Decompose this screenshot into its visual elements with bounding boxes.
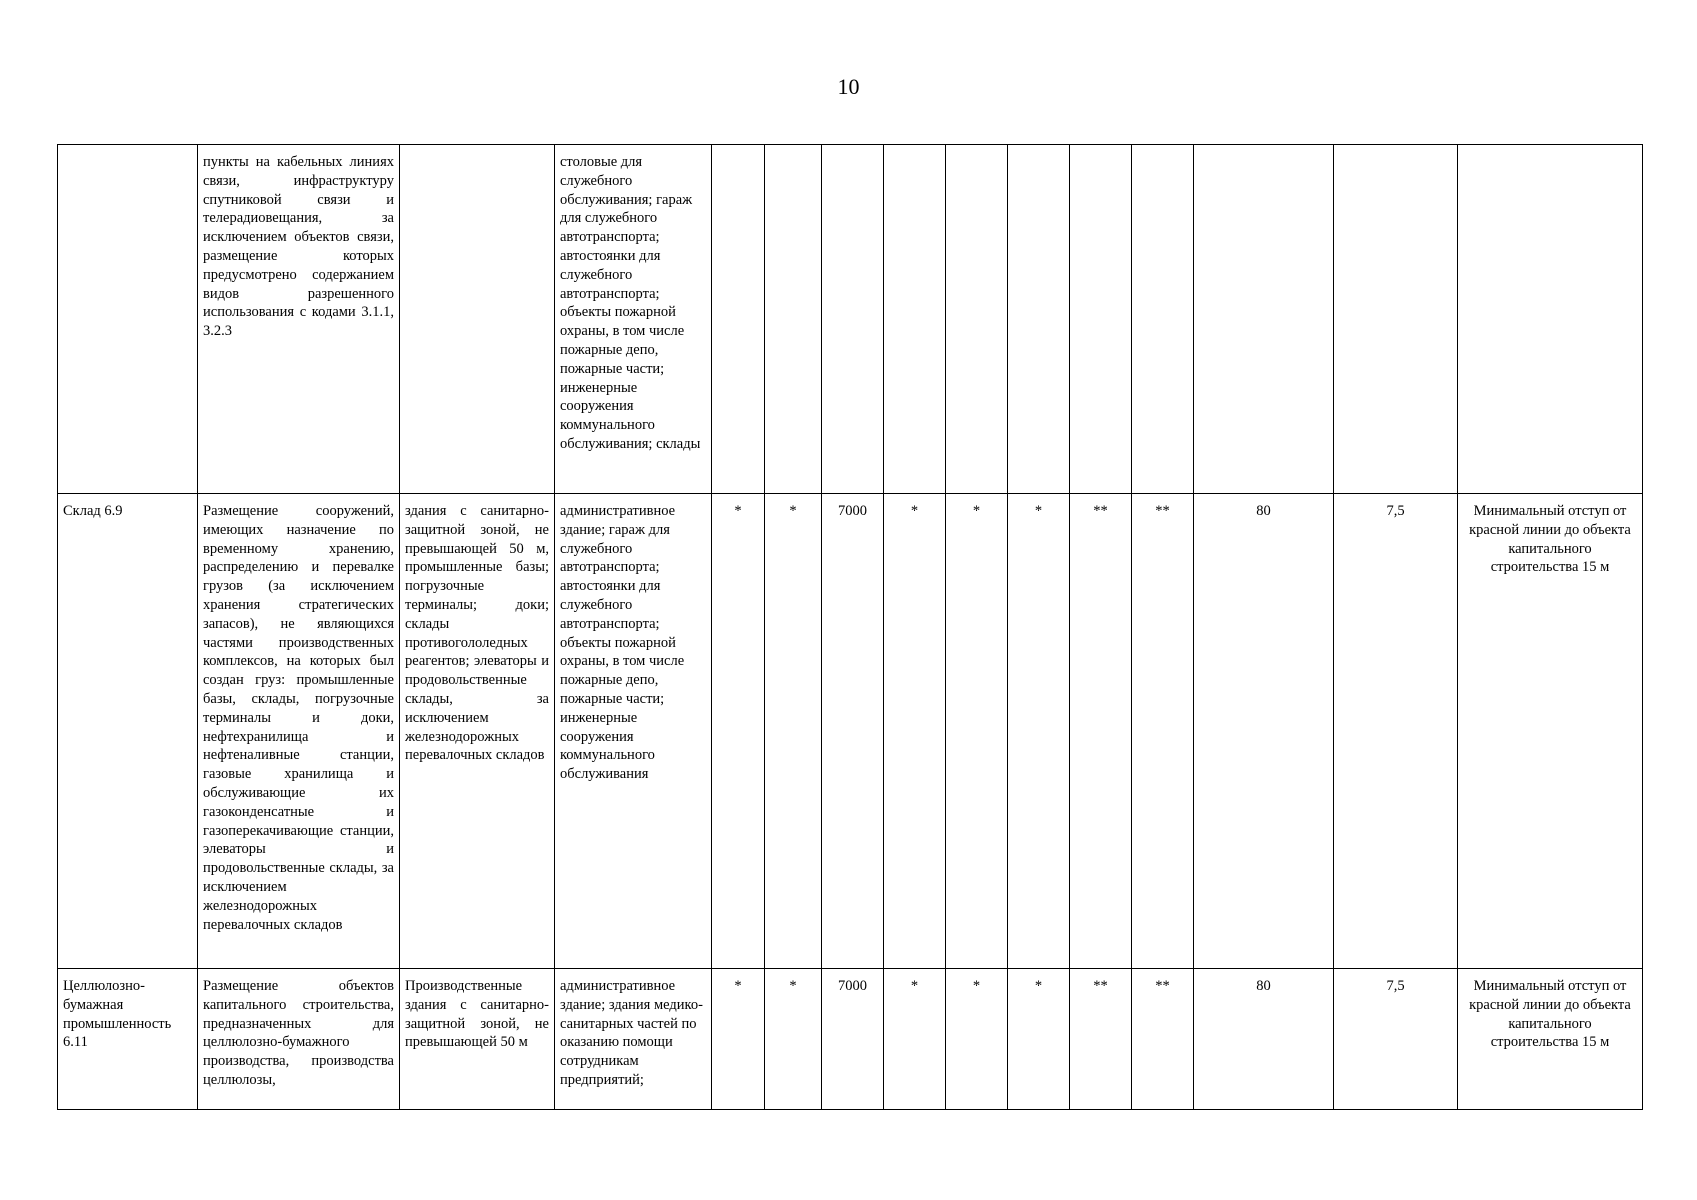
cell-buildings: здания с санитарно-защитной зоной, не превышающей 50 м, промышленные базы; погрузочные терминалы; доки; склады противогололедных реагентов; элеваторы и продовольственные склады, за исключением железнодорожных перевалочных складов <box>400 494 555 969</box>
cell-param-1: * <box>712 969 765 1110</box>
cell-name: Целлюлозно-бумажная промышленность 6.11 <box>58 969 198 1110</box>
cell-buildings <box>400 145 555 494</box>
cell-param-4 <box>884 145 946 494</box>
cell-param-5 <box>946 145 1008 494</box>
cell-description: Размещение сооружений, имеющих назначение по временному хранению, распределению и перевалке грузов (за исключением хранения стратегических запасов), не являющихся частями производственных комплексов, на которых был создан груз: промышленные базы, склады, погрузочные терминалы и доки, нефтехранилища и нефтеналивные станции, газовые хранилища и обслуживающие их газоконденсатные и газоперекачивающие станции, элеваторы и продовольственные склады, за исключением железнодорожных перевалочных складов <box>198 494 400 969</box>
cell-param-3: 7000 <box>822 969 884 1110</box>
cell-param-6: * <box>1008 494 1070 969</box>
cell-param-10: 7,5 <box>1334 494 1458 969</box>
cell-param-9: 80 <box>1194 494 1334 969</box>
cell-param-5: * <box>946 969 1008 1110</box>
cell-param-1 <box>712 145 765 494</box>
cell-param-2: * <box>765 494 822 969</box>
table-row <box>58 494 1643 969</box>
cell-param-8 <box>1132 145 1194 494</box>
cell-param-4: * <box>884 969 946 1110</box>
table-row <box>58 969 1643 1110</box>
cell-auxiliary: столовые для служебного обслуживания; гараж для служебного автотранспорта; автостоянки для служебного автотранспорта; объекты пожарной охраны, в том числе пожарные депо, пожарные части; инженерные сооружения коммунального обслуживания; склады <box>555 145 712 494</box>
cell-param-6: * <box>1008 969 1070 1110</box>
cell-param-3 <box>822 145 884 494</box>
cell-note: Минимальный отступ от красной линии до объекта капитального строительства 15 м <box>1458 494 1643 969</box>
cell-param-8: ** <box>1132 494 1194 969</box>
cell-name: Склад 6.9 <box>58 494 198 969</box>
cell-description: пункты на кабельных линиях связи, инфраструктуру спутниковой связи и телерадиовещания, за исключением объектов связи, размещение которых предусмотрено содержанием видов разрешенного использования с кодами 3.1.1, 3.2.3 <box>198 145 400 494</box>
cell-param-5: * <box>946 494 1008 969</box>
cell-param-1: * <box>712 494 765 969</box>
cell-param-7: ** <box>1070 969 1132 1110</box>
regulations-table <box>57 144 1643 1110</box>
cell-note <box>1458 145 1643 494</box>
table-row <box>58 145 1643 494</box>
cell-param-2 <box>765 145 822 494</box>
cell-buildings: Производственные здания с санитарно-защитной зоной, не превышающей 50 м <box>400 969 555 1110</box>
cell-param-3: 7000 <box>822 494 884 969</box>
cell-param-4: * <box>884 494 946 969</box>
cell-param-7 <box>1070 145 1132 494</box>
cell-param-2: * <box>765 969 822 1110</box>
cell-param-9: 80 <box>1194 969 1334 1110</box>
cell-param-10: 7,5 <box>1334 969 1458 1110</box>
cell-param-9 <box>1194 145 1334 494</box>
cell-note: Минимальный отступ от красной линии до объекта капитального строительства 15 м <box>1458 969 1643 1110</box>
cell-param-8: ** <box>1132 969 1194 1110</box>
cell-param-7: ** <box>1070 494 1132 969</box>
cell-auxiliary: административное здание; здания медико-санитарных частей по оказанию помощи сотрудникам предприятий; <box>555 969 712 1110</box>
cell-param-10 <box>1334 145 1458 494</box>
page-number: 10 <box>837 74 860 99</box>
cell-param-6 <box>1008 145 1070 494</box>
cell-auxiliary: административное здание; гараж для служебного автотранспорта; автостоянки для служебного автотранспорта; объекты пожарной охраны, в том числе пожарные депо, пожарные части; инженерные сооружения коммунального обслуживания <box>555 494 712 969</box>
cell-name <box>58 145 198 494</box>
cell-description: Размещение объектов капитального строительства, предназначенных для целлюлозно-бумажного производства, производства целлюлозы, <box>198 969 400 1110</box>
